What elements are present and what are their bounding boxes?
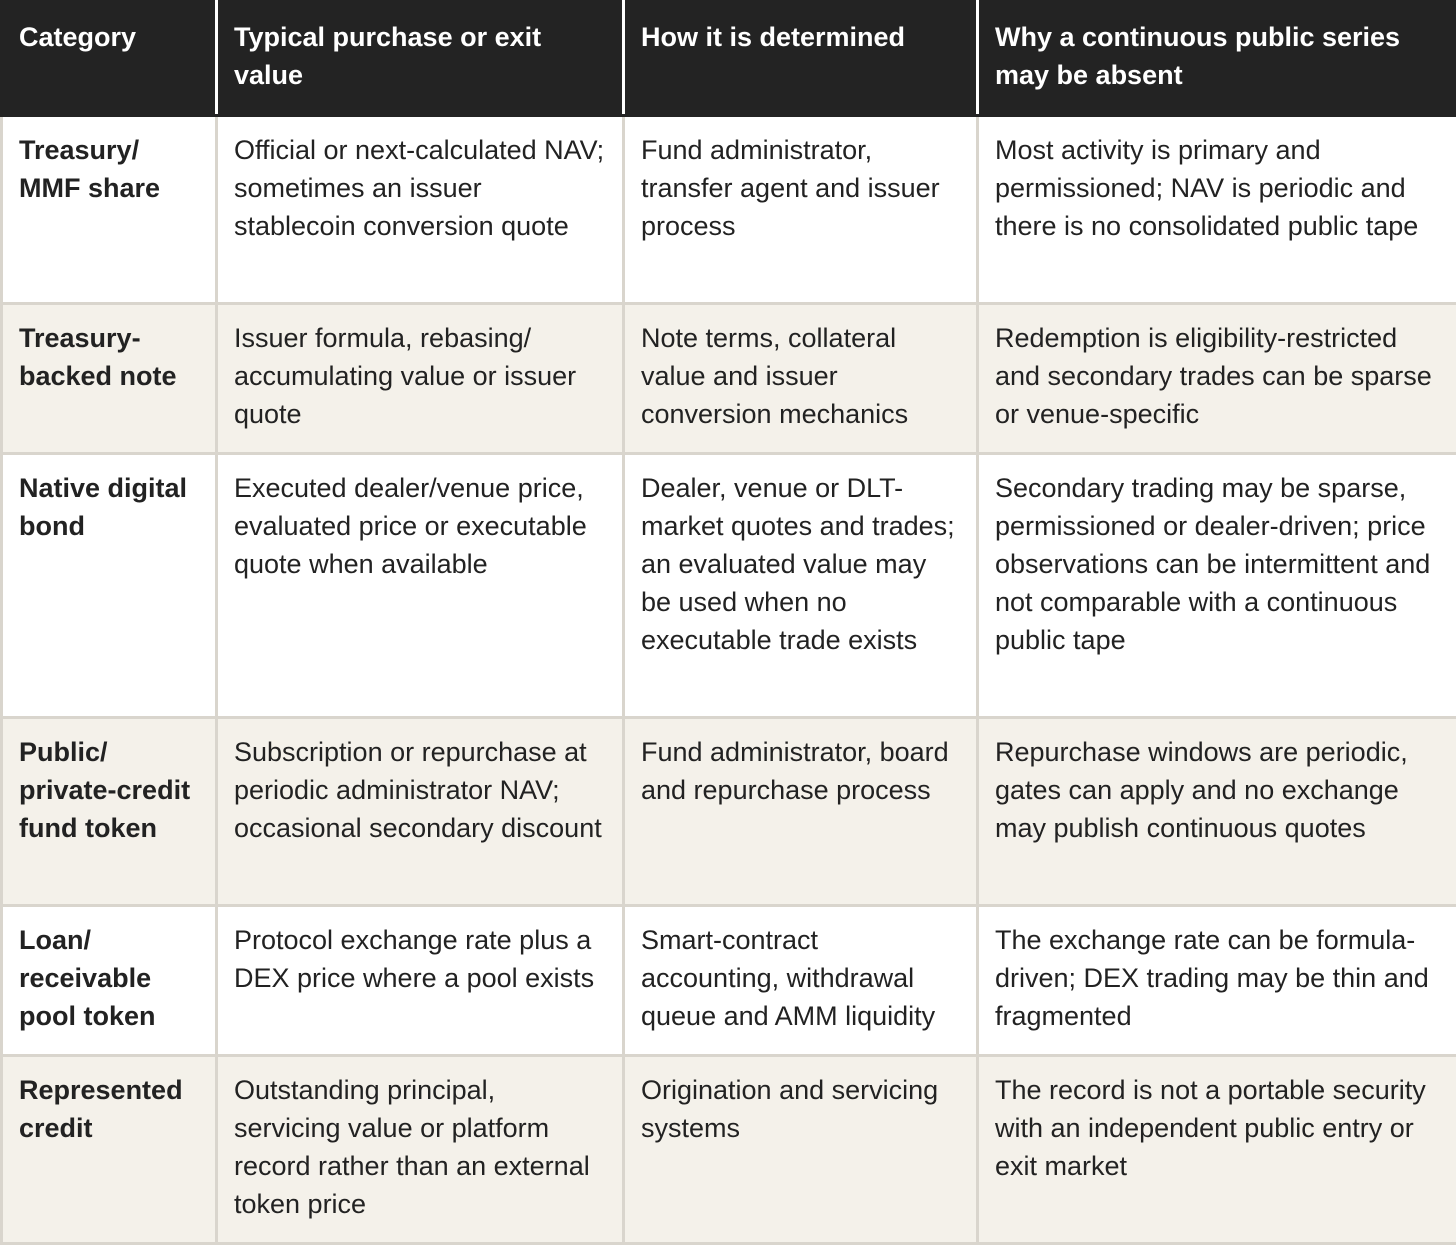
absent-cell: Most activity is primary and permissioned; NAV is periodic and there is no consolidated public tape [978, 116, 1456, 304]
table-row [2, 304, 1456, 454]
determined-cell: Note terms, collateral value and issuer conversion mechanics [624, 304, 978, 454]
determined-cell: Smart-contract accounting, withdrawal queue and AMM liquidity [624, 906, 978, 1056]
header-category: Category [2, 2, 217, 116]
value-cell: Subscription or repurchase at periodic administrator NAV; occasional secondary discount [217, 718, 624, 906]
determined-cell: Fund administrator, transfer agent and issuer process [624, 116, 978, 304]
category-cell: Treasury-backed note [2, 304, 217, 454]
value-cell: Outstanding principal, servicing value or platform record rather than an external token price [217, 1056, 624, 1244]
absent-cell: Redemption is eligibility-restricted and secondary trades can be sparse or venue-specific [978, 304, 1456, 454]
value-cell: Issuer formula, rebasing/ accumulating value or issuer quote [217, 304, 624, 454]
category-cell: Treasury/ MMF share [2, 116, 217, 304]
category-cell: Public/ private-credit fund token [2, 718, 217, 906]
determined-cell: Fund administrator, board and repurchase process [624, 718, 978, 906]
determined-cell: Origination and servicing systems [624, 1056, 978, 1244]
header-typical-value: Typical purchase or exit value [217, 2, 624, 116]
value-cell: Protocol exchange rate plus a DEX price where a pool exists [217, 906, 624, 1056]
table-row [2, 718, 1456, 906]
absent-cell: The exchange rate can be formula-driven; DEX trading may be thin and fragmented [978, 906, 1456, 1056]
absent-cell: The record is not a portable security with an independent public entry or exit market [978, 1056, 1456, 1244]
category-cell: Represented credit [2, 1056, 217, 1244]
table-row [2, 116, 1456, 304]
absent-cell: Repurchase windows are periodic, gates can apply and no exchange may publish continuous quotes [978, 718, 1456, 906]
table-row [2, 906, 1456, 1056]
determined-cell: Dealer, venue or DLT-market quotes and trades; an evaluated value may be used when no executable trade exists [624, 454, 978, 718]
value-cell: Official or next-calculated NAV; sometimes an issuer stablecoin conversion quote [217, 116, 624, 304]
table-row [2, 454, 1456, 718]
header-how-determined: How it is determined [624, 2, 978, 116]
header-why-absent: Why a continuous public series may be absent [978, 2, 1456, 116]
value-cell: Executed dealer/venue price, evaluated price or executable quote when available [217, 454, 624, 718]
table-header-row [2, 2, 1456, 116]
absent-cell: Secondary trading may be sparse, permissioned or dealer-driven; price observations can be intermittent and not comparable with a continuous public tape [978, 454, 1456, 718]
category-cell: Loan/ receivable pool token [2, 906, 217, 1056]
table-row [2, 1056, 1456, 1244]
category-cell: Native digital bond [2, 454, 217, 718]
